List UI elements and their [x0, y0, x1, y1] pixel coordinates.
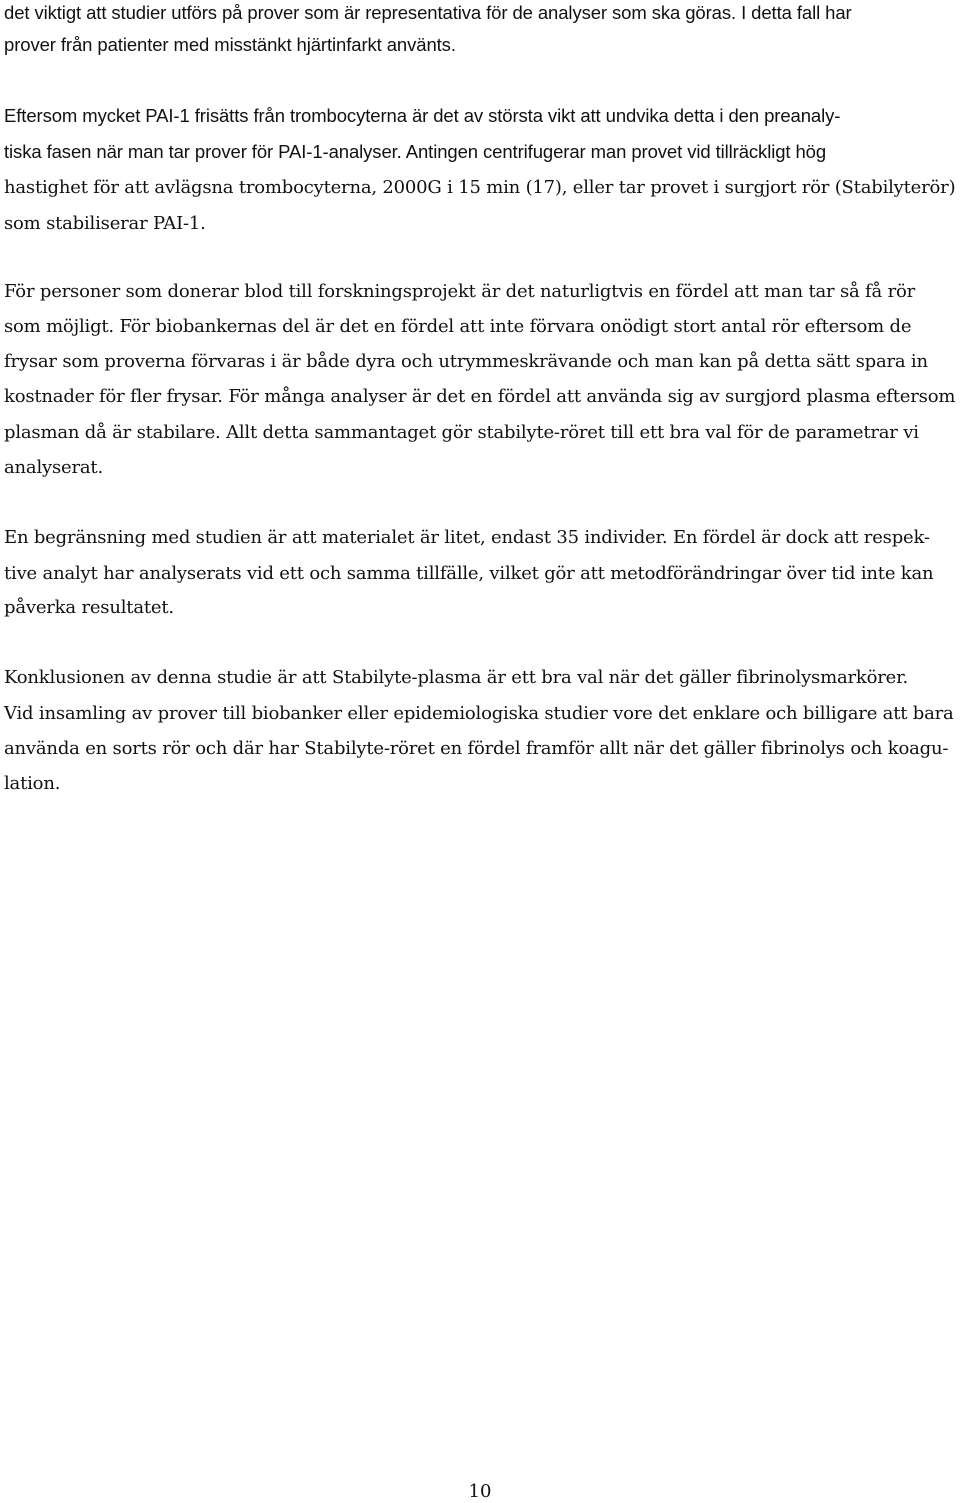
text-line: analyserat. [4, 457, 103, 478]
text-line: tive analyt har analyserats vid ett och samma tillfälle, vilket gör att metodförändringar över tid inte kan [4, 563, 934, 584]
text-line: tiska fasen när man tar prover för PAI-1-analyser. Antingen centrifugerar man provet vid tillräckligt hög [4, 141, 827, 162]
text-line: hastighet för att avlägsna trombocyterna, 2000G i 15 min (17), eller tar provet i surgjort rör (Stabilyterör) [4, 177, 956, 198]
text-line: Eftersom mycket PAI-1 frisätts från trombocyterna är det av största vikt att undvika detta i den preanaly- [4, 105, 841, 126]
text-line: det viktigt att studier utförs på prover som är representativa för de analyser som ska göras. I detta fall har [4, 2, 852, 23]
text-line: För personer som donerar blod till forskningsprojekt är det naturligtvis en fördel att man tar så få rör [4, 281, 916, 302]
text-line: prover från patienter med misstänkt hjärtinfarkt använts. [4, 34, 456, 55]
text-line: frysar som proverna förvaras i är både dyra och utrymmeskrävande och man kan på detta sätt spara in [4, 351, 928, 372]
text-line: som möjligt. För biobankernas del är det en fördel att inte förvara onödigt stort antal rör eftersom de [4, 316, 912, 337]
text-line: Konklusionen av denna studie är att Stabilyte-plasma är ett bra val när det gäller fibrinolysmarkörer. [4, 667, 909, 688]
text-line: som stabiliserar PAI-1. [4, 213, 206, 234]
text-line: En begränsning med studien är att materialet är litet, endast 35 individer. En fördel är dock att respek- [4, 527, 930, 548]
text-line: plasman då är stabilare. Allt detta sammantaget gör stabilyte-röret till ett bra val för de parametrar vi [4, 422, 919, 443]
text-line: lation. [4, 773, 61, 794]
text-line: Vid insamling av prover till biobanker eller epidemiologiska studier vore det enklare och billigare att bara [4, 703, 954, 724]
text-line: påverka resultatet. [4, 597, 174, 618]
page-number: 10 [468, 1481, 492, 1502]
text-line: använda en sorts rör och där har Stabilyte-röret en fördel framför allt när det gäller fibrinolys och koagu- [4, 738, 949, 759]
text-line: kostnader för fler frysar. För många analyser är det en fördel att använda sig av surgjord plasma eftersom [4, 386, 956, 407]
